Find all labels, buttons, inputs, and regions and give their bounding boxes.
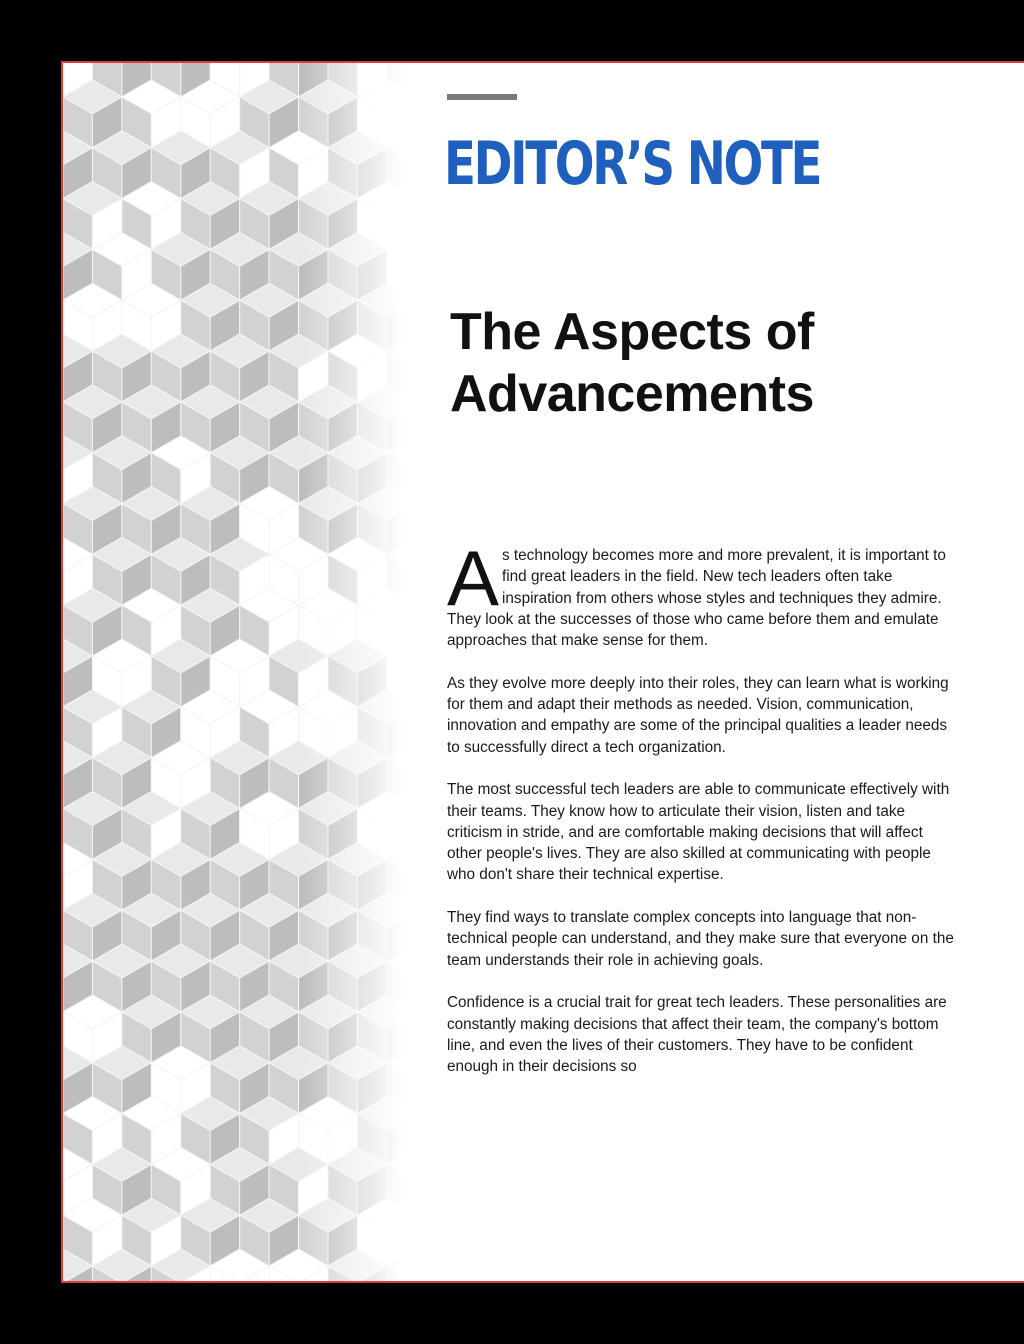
- article-paragraph: They find ways to translate complex concepts into language that non-technical people can understand, and they make sure that everyone on the team understands their role in achieving goals.: [447, 909, 954, 969]
- article-body: [447, 534, 959, 1099]
- kicker-rule: [447, 94, 517, 100]
- article-paragraph: As they evolve more deeply into their roles, they can learn what is working for them and adapt their methods as needed. Vision, communication, innovation and empathy are some of the principal qualities a leader needs to successfully direct a tech organization.: [447, 674, 949, 756]
- article-paragraph: [447, 534, 959, 651]
- article-paragraph: The most successful tech leaders are able to communicate effectively with their teams. They know how to articulate their vision, listen and take criticism in stride, and are comfortable making decisions that will affect other people's lives. They are also skilled at communicating with people who don't share their technical expertise.: [447, 781, 950, 884]
- paragraph-text: s technology becomes more and more prevalent, it is important to find great leaders in the field. New tech leaders often take inspiration from others whose styles and techniques they admire. They look at the successes of those who came before them and emulate approaches that make sense for them.: [447, 547, 946, 650]
- article-paragraph: Confidence is a crucial trait for great tech leaders. These personalities are constantly making decisions that affect their team, the company's bottom line, and even the lives of their customers. They have to be confident enough in their decisions so: [447, 994, 947, 1076]
- cube-pattern-decoration: [63, 63, 403, 1281]
- section-kicker: EDITOR’S NOTE: [444, 129, 821, 199]
- magazine-page: [61, 61, 1024, 1283]
- drop-cap: A: [447, 534, 500, 622]
- article-title: The Aspects of Advancements: [450, 303, 814, 423]
